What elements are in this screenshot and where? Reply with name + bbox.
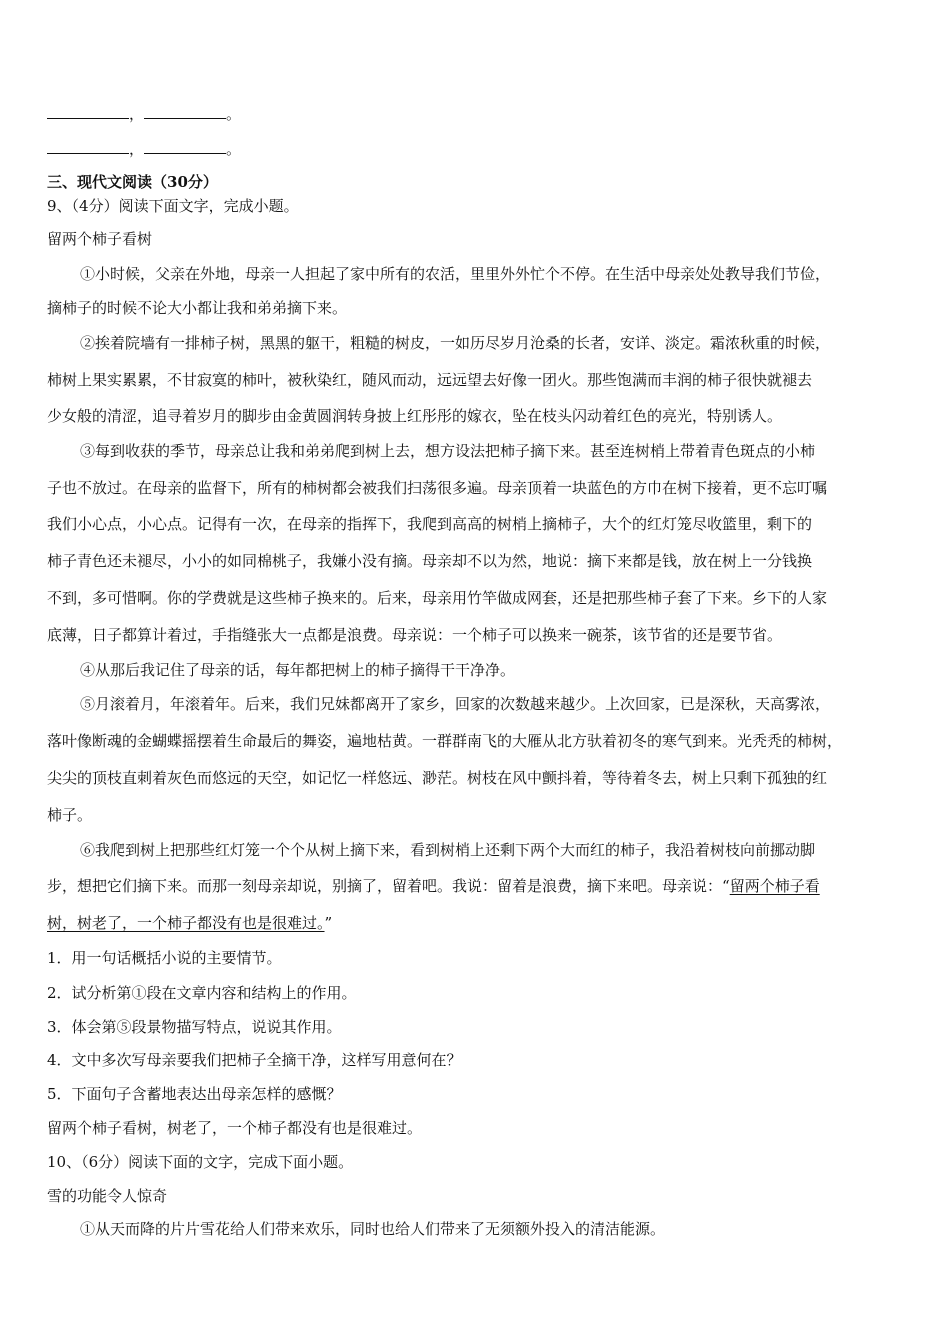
separator: ， (129, 105, 145, 123)
passage-line: ①小时候，父亲在外地，母亲一人担起了家中所有的农活，里里外外忙个不停。在生活中母亲处处教导我们节俭， (80, 265, 831, 283)
passage-line: 柿子青色还未褪尽，小小的如同棉桃子，我嫌小没有摘。母亲却不以为然，地说：摘下来都是钱，放在树上一分钱换 (47, 552, 813, 570)
question-9-header: 9、（4分）阅读下面文字，完成小题。 (47, 197, 299, 215)
passage-line: 摘柿子的时候不论大小都让我和弟弟摘下来。 (47, 299, 348, 317)
question-item: 4．文中多次写母亲要我们把柿子全摘干净，这样写用意何在？ (47, 1051, 462, 1069)
quoted-sentence: 留两个柿子看树，树老了，一个柿子都没有也是很难过。 (47, 1119, 423, 1137)
passage-line: 尖尖的顶枝直刺着灰色而悠远的天空，如记忆一样悠远、渺茫。树枝在风中颤抖着，等待着冬去，树上只剩下孤独的红 (47, 769, 828, 787)
underlined-sentence: 留两个柿子看 (729, 877, 820, 895)
answer-blank[interactable] (47, 139, 129, 154)
passage-line: 我们小心点，小心点。记得有一次，在母亲的指挥下，我爬到高高的树梢上摘柿子，大个的红灯笼尽收篮里，剩下的 (47, 515, 813, 533)
passage-line: 柿树上果实累累，不甘寂寞的柿叶，被秋染红，随风而动，远远望去好像一团火。那些饱满而丰润的柿子很快就褪去 (47, 371, 813, 389)
question-item: 2．试分析第①段在文章内容和结构上的作用。 (47, 984, 357, 1002)
question-item: 1．用一句话概括小说的主要情节。 (47, 949, 282, 967)
passage-line: 子也不放过。在母亲的监督下，所有的柿树都会被我们扫荡很多遍。母亲顶着一块蓝色的方巾在树下接着，更不忘叮嘱 (47, 479, 828, 497)
underlined-sentence: 树，树老了，一个柿子都没有也是很难过。 (47, 914, 325, 932)
answer-blank-line-2 (47, 139, 241, 159)
passage-line: 柿子。 (47, 806, 93, 824)
passage-line (47, 913, 332, 933)
passage-line: 少女般的清涩，追寻着岁月的脚步由金黄圆润转身披上红彤彤的嫁衣，坠在枝头闪动着红色的亮光，特别诱人。 (47, 407, 783, 425)
question-10-header: 10、（6分）阅读下面的文字，完成下面小题。 (47, 1153, 354, 1171)
passage-title: 雪的功能令人惊奇 (47, 1187, 168, 1205)
period: 。 (226, 140, 242, 158)
answer-blank[interactable] (144, 139, 226, 154)
answer-blank-line-1 (47, 104, 241, 124)
passage-line: ②挨着院墙有一排柿子树，黑黑的躯干，粗糙的树皮，一如历尽岁月沧桑的长者，安详、淡定。霜浓秋重的时候， (80, 334, 831, 352)
answer-blank[interactable] (144, 104, 226, 119)
passage-line: ⑤月滚着月，年滚着年。后来，我们兄妹都离开了家乡，回家的次数越来越少。上次回家，已是深秋，天高雾浓， (80, 695, 831, 713)
passage-line: ⑥我爬到树上把那些红灯笼一个个从树上摘下来，看到树梢上还剩下两个大而红的柿子，我沿着树枝向前挪动脚 (80, 841, 816, 859)
period: 。 (226, 105, 242, 123)
passage-line: 落叶像断魂的金蝴蝶摇摆着生命最后的舞姿，遍地枯黄。一群群南飞的大雁从北方驮着初冬的寒气到来。光秃秃的柿树， (47, 732, 843, 750)
passage-text: 步，想把它们摘下来。而那一刻母亲却说，别摘了，留着吧。我说：留着是浪费，摘下来吧。母亲说：“ (47, 877, 730, 895)
passage-line: 底薄，日子都算计着过，手指缝张大一点都是浪费。母亲说：一个柿子可以换来一碗茶，该节省的还是要节省。 (47, 626, 783, 644)
passage-line: ③每到收获的季节，母亲总让我和弟弟爬到树上去，想方设法把柿子摘下来。甚至连树梢上带着青色斑点的小柿 (80, 442, 816, 460)
passage-title: 留两个柿子看树 (47, 230, 153, 248)
passage-line: 不到，多可惜啊。你的学费就是这些柿子换来的。后来，母亲用竹竿做成网套，还是把那些柿子套了下来。乡下的人家 (47, 589, 828, 607)
section-title: 三、现代文阅读（30分） (47, 173, 218, 191)
quote-mark: ” (324, 914, 333, 932)
separator: ， (129, 140, 145, 158)
passage-line (47, 876, 820, 896)
passage-line: ①从天而降的片片雪花给人们带来欢乐，同时也给人们带来了无须额外投入的清洁能源。 (80, 1220, 666, 1238)
passage-line: ④从那后我记住了母亲的话，每年都把树上的柿子摘得干干净净。 (80, 661, 516, 679)
question-item: 3．体会第⑤段景物描写特点，说说其作用。 (47, 1018, 342, 1036)
answer-blank[interactable] (47, 104, 129, 119)
question-item: 5．下面句子含蓄地表达出母亲怎样的感慨？ (47, 1085, 342, 1103)
